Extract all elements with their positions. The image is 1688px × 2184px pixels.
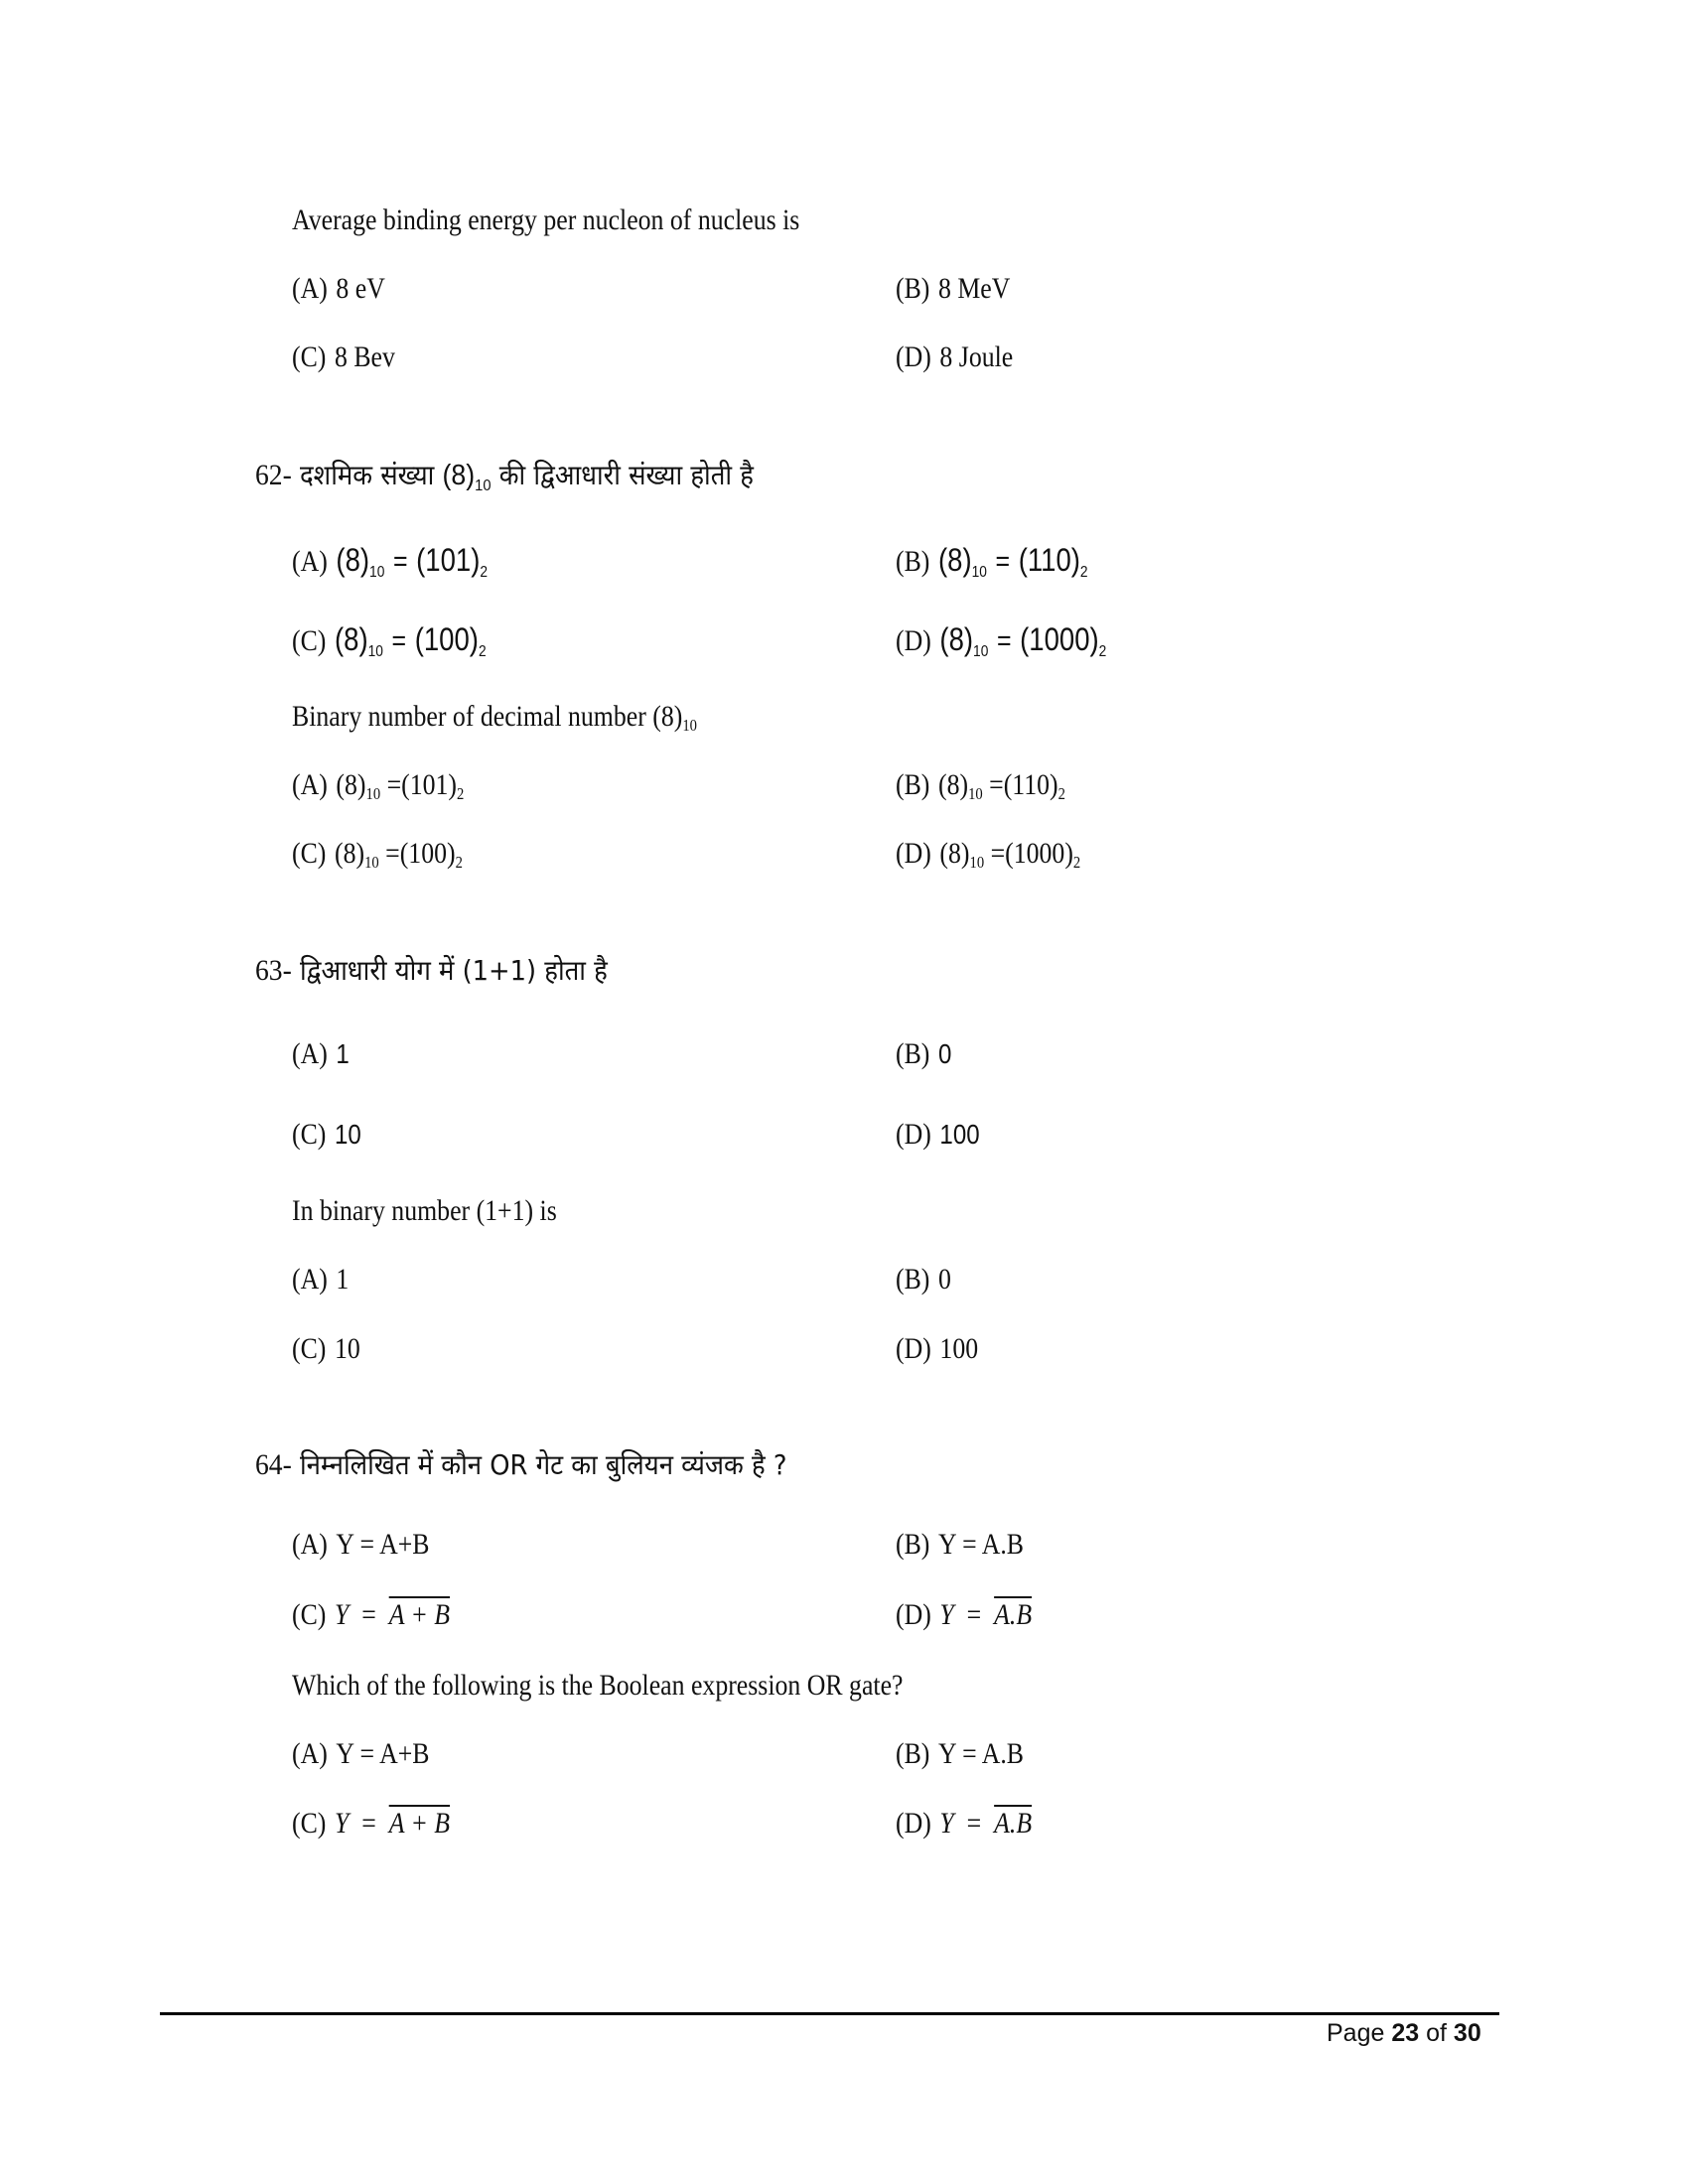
question-number: 63-	[255, 954, 292, 987]
current-page: 23	[1391, 2019, 1420, 2047]
question-number: 62-	[255, 459, 292, 491]
option-d: (D) 100	[896, 1332, 979, 1365]
question-text: 64- निम्नलिखित में कौन OR गेट का बुलियन व्यंजक है ?	[255, 1448, 787, 1481]
option-a: (A) Y = A+B	[292, 1528, 430, 1561]
total-pages: 30	[1453, 2019, 1481, 2047]
option-c: (C) $(8)_{10} =(100)_2$	[292, 837, 463, 872]
footer-divider	[160, 2012, 1499, 2015]
option-d: (D) $(8)_{10} =(1000)_2$	[896, 837, 1081, 872]
question-text: Which of the following is the Boolean expression OR gate?	[292, 1669, 904, 1702]
option-c: (C) Y = A + B	[292, 1807, 451, 1840]
question-text: 62- दशमिक संख्या $(8)_{10}$ की द्विआधारी संख्या होती है	[255, 459, 754, 494]
question-text: In binary number (1+1) is	[292, 1194, 557, 1227]
option-d: (D) $(8)_{10} = (1000)_2$	[896, 621, 1107, 660]
option-a: (A) 8 eV	[292, 272, 385, 305]
option-b: (B) $(8)_{10} = (110)_2$	[896, 542, 1088, 581]
option-a: (A) 1	[292, 1263, 350, 1296]
option-c: (C) 10	[292, 1332, 360, 1365]
option-c: (C) Y = A + B	[292, 1598, 451, 1631]
option-b: (B) 8 MeV	[896, 272, 1011, 305]
option-c: (C) $(8)_{10} = (100)_2$	[292, 621, 487, 660]
option-b: (B) Y = A.B	[896, 1737, 1024, 1770]
question-text: Average binding energy per nucleon of nucleus is	[292, 204, 800, 236]
option-b: (B) 0	[896, 1037, 952, 1070]
question-text: 63- द्विआधारी योग में (1+1) होता है	[255, 954, 608, 987]
option-d: (D) 8 Joule	[896, 341, 1014, 373]
option-a: (A) 1	[292, 1037, 350, 1070]
option-c: (C) 10	[292, 1118, 361, 1151]
option-b: (B) Y = A.B	[896, 1528, 1024, 1561]
option-a: (A) $(8)_{10} =(101)_2$	[292, 768, 465, 803]
option-d: (D) Y = A.B	[896, 1598, 1033, 1631]
question-number: 64-	[255, 1448, 292, 1481]
option-b: (B) $(8)_{10} =(110)_2$	[896, 768, 1065, 803]
option-d: (D) Y = A.B	[896, 1807, 1033, 1840]
option-d: (D) 100	[896, 1118, 980, 1151]
option-a: (A) $(8)_{10} = (101)_2$	[292, 542, 489, 581]
question-text: Binary number of decimal number $(8)_{10}$	[292, 700, 697, 735]
option-b: (B) 0	[896, 1263, 951, 1296]
page-number: Page 23 of 30	[1327, 2019, 1481, 2047]
option-a: (A) Y = A+B	[292, 1737, 430, 1770]
option-c: (C) 8 Bev	[292, 341, 395, 373]
